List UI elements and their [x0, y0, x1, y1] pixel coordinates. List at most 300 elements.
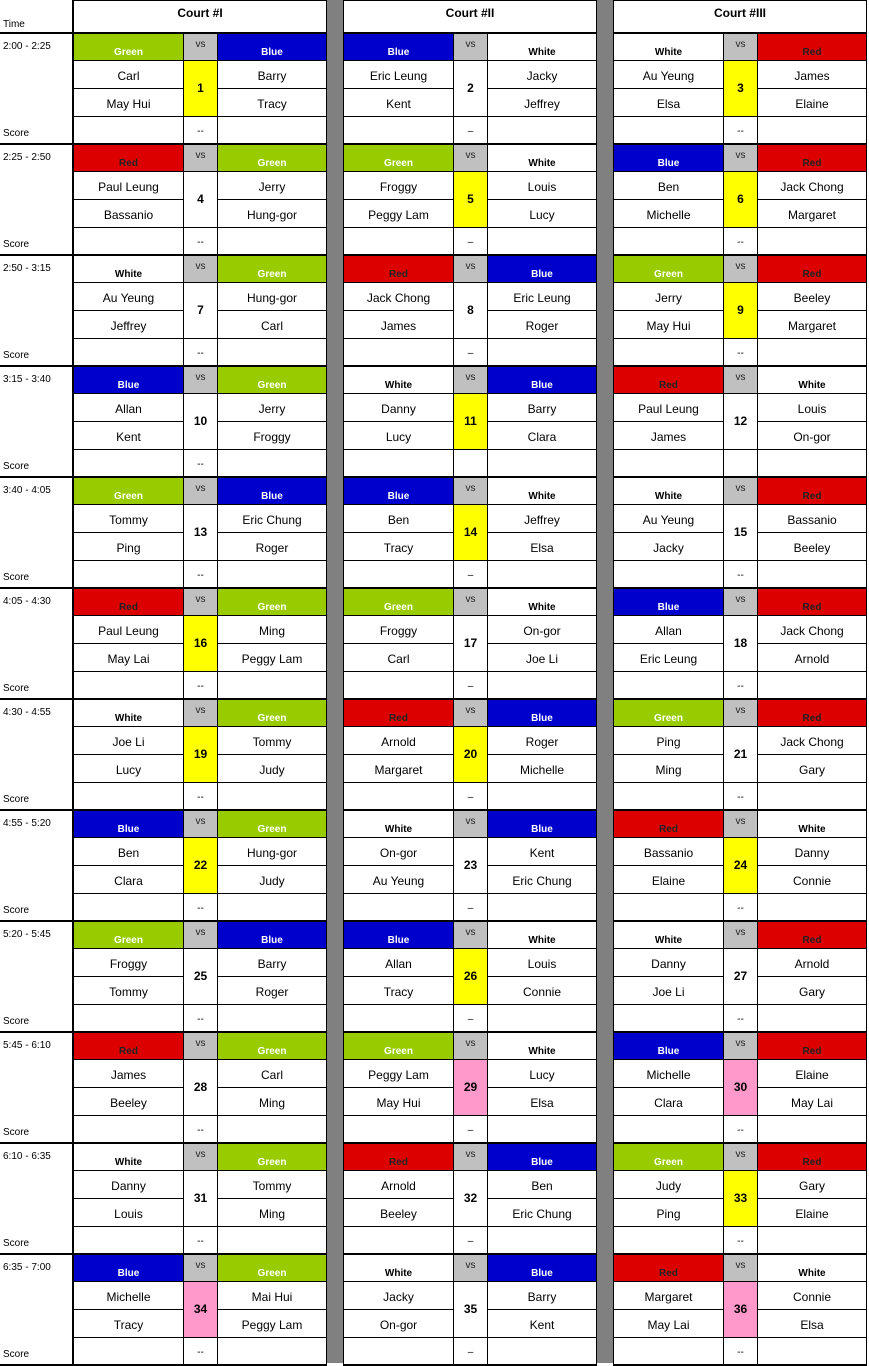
time-slot-label: 5:20 - 5:45	[3, 929, 51, 940]
player-name: Froggy	[344, 172, 454, 200]
court-title: Court #III	[613, 0, 867, 34]
vs-label: vs	[184, 1144, 217, 1171]
player-name: Jacky	[487, 61, 596, 89]
team-color-label: White	[614, 922, 724, 949]
player-name: Au Yeung	[614, 505, 724, 533]
team-color-label: Green	[344, 589, 454, 616]
score-right-cell[interactable]	[487, 894, 596, 920]
vs-label: vs	[724, 922, 757, 949]
score-row-label: Score	[3, 1016, 30, 1027]
score-right-cell[interactable]	[217, 1338, 326, 1364]
vs-label: vs	[454, 145, 487, 172]
team-color-label: Red	[344, 1144, 454, 1171]
score-separator: –	[467, 237, 474, 248]
match-number: 20	[454, 727, 487, 783]
score-row-label: Score	[3, 794, 30, 805]
score-separator: --	[737, 348, 744, 359]
player-name: Tommy	[74, 977, 184, 1005]
team-color-label: Red	[74, 1033, 184, 1060]
player-name: May Hui	[74, 89, 184, 117]
player-name: Margaret	[757, 200, 866, 228]
player-name: Peggy Lam	[344, 200, 454, 228]
team-color-label: White	[74, 256, 184, 283]
score-left-cell[interactable]	[344, 1116, 454, 1142]
vs-label: vs	[454, 700, 487, 727]
team-color-label: Green	[74, 34, 184, 61]
player-name: Connie	[757, 1282, 866, 1310]
match-block	[343, 811, 597, 922]
score-left-cell[interactable]	[614, 672, 724, 698]
score-separator: –	[467, 1236, 474, 1247]
match-block	[73, 1255, 327, 1366]
player-name: Jack Chong	[344, 283, 454, 311]
time-slot	[0, 34, 73, 145]
score-separator: –	[467, 1347, 474, 1358]
match-block	[343, 922, 597, 1033]
score-right-cell[interactable]	[217, 561, 326, 587]
vs-label: vs	[454, 1144, 487, 1171]
match-block	[343, 700, 597, 811]
player-name: Margaret	[757, 311, 866, 339]
team-color-label: White	[344, 367, 454, 394]
team-color-label: White	[757, 367, 866, 394]
score-separator: --	[737, 681, 744, 692]
score-right-cell[interactable]	[217, 1005, 326, 1031]
player-name: Joe Li	[487, 644, 596, 672]
match-block	[613, 700, 867, 811]
vs-label: vs	[184, 478, 217, 505]
player-name: Arnold	[344, 1171, 454, 1199]
player-name: Roger	[487, 311, 596, 339]
score-left-cell[interactable]	[74, 1338, 184, 1364]
score-left-cell[interactable]	[74, 783, 184, 809]
player-name: Tommy	[217, 727, 326, 755]
player-name: Hung-gor	[217, 283, 326, 311]
team-color-label: Green	[614, 700, 724, 727]
score-separator: –	[467, 348, 474, 359]
score-right-cell[interactable]	[757, 672, 866, 698]
player-name: Paul Leung	[74, 616, 184, 644]
team-color-label: White	[614, 478, 724, 505]
player-name: Lucy	[344, 422, 454, 450]
time-slot	[0, 367, 73, 478]
score-left-cell[interactable]	[614, 894, 724, 920]
team-color-label: Blue	[487, 367, 596, 394]
score-left-cell[interactable]	[74, 1116, 184, 1142]
vs-label: vs	[454, 1033, 487, 1060]
score-right-cell[interactable]	[757, 339, 866, 365]
player-name: Jeffrey	[487, 505, 596, 533]
player-name: Jeffrey	[487, 89, 596, 117]
player-name: Roger	[217, 533, 326, 561]
score-right-cell[interactable]	[757, 228, 866, 254]
score-left-cell[interactable]	[74, 1227, 184, 1253]
score-left-cell[interactable]	[614, 1338, 724, 1364]
team-color-label: Green	[217, 589, 326, 616]
match-block	[343, 478, 597, 589]
player-name: Ming	[217, 1199, 326, 1227]
team-color-label: White	[344, 1255, 454, 1282]
player-name: On-gor	[487, 616, 596, 644]
player-name: Jerry	[217, 172, 326, 200]
player-name: Froggy	[217, 422, 326, 450]
score-separator: –	[467, 126, 474, 137]
score-left-cell[interactable]	[74, 561, 184, 587]
vs-label: vs	[454, 1255, 487, 1282]
match-block	[73, 478, 327, 589]
team-color-label: Green	[217, 811, 326, 838]
player-name: Margaret	[344, 755, 454, 783]
score-left-cell[interactable]	[614, 783, 724, 809]
team-color-label: White	[74, 1144, 184, 1171]
player-name: Ming	[614, 755, 724, 783]
match-block	[613, 145, 867, 256]
time-slot	[0, 145, 73, 256]
score-left-cell[interactable]	[344, 339, 454, 365]
player-name: Carl	[344, 644, 454, 672]
player-name: Jerry	[614, 283, 724, 311]
match-block	[343, 589, 597, 700]
vs-label: vs	[184, 811, 217, 838]
time-slot	[0, 589, 73, 700]
score-right-cell[interactable]	[217, 339, 326, 365]
score-left-cell[interactable]	[344, 450, 454, 476]
player-name: Judy	[217, 755, 326, 783]
score-right-cell[interactable]	[217, 117, 326, 143]
vs-label: vs	[724, 145, 757, 172]
player-name: Jacky	[614, 533, 724, 561]
score-separator: –	[467, 903, 474, 914]
time-slot	[0, 811, 73, 922]
score-separator: --	[197, 1125, 204, 1136]
vs-label: vs	[724, 34, 757, 61]
score-row-label: Score	[3, 128, 30, 139]
player-name: Hung-gor	[217, 838, 326, 866]
player-name: Allan	[344, 949, 454, 977]
score-right-cell[interactable]	[217, 1227, 326, 1253]
player-name: Barry	[217, 61, 326, 89]
team-color-label: Blue	[217, 922, 326, 949]
team-color-label: Blue	[344, 34, 454, 61]
player-name: May Lai	[74, 644, 184, 672]
score-left-cell[interactable]	[344, 1005, 454, 1031]
score-left-cell[interactable]	[74, 1005, 184, 1031]
score-left-cell[interactable]	[614, 1005, 724, 1031]
score-separator: --	[197, 1014, 204, 1025]
score-right-cell[interactable]	[757, 1005, 866, 1031]
player-name: Elsa	[487, 1088, 596, 1116]
score-right-cell[interactable]	[487, 117, 596, 143]
score-separator	[724, 450, 757, 476]
match-number: 16	[184, 616, 217, 672]
score-left-cell[interactable]	[614, 450, 724, 476]
team-color-label: Blue	[614, 589, 724, 616]
player-name: Connie	[487, 977, 596, 1005]
score-right-cell[interactable]	[757, 894, 866, 920]
team-color-label: Blue	[74, 1255, 184, 1282]
team-color-label: Blue	[74, 811, 184, 838]
court-separator	[597, 0, 613, 1363]
player-name: Ming	[217, 616, 326, 644]
team-color-label: Red	[614, 1255, 724, 1282]
player-name: Elaine	[757, 1060, 866, 1088]
vs-label: vs	[454, 34, 487, 61]
player-name: Ben	[74, 838, 184, 866]
score-left-cell[interactable]	[614, 117, 724, 143]
match-block	[343, 1255, 597, 1366]
match-block	[613, 811, 867, 922]
score-left-cell[interactable]	[344, 894, 454, 920]
player-name: Elaine	[757, 1199, 866, 1227]
score-left-cell[interactable]	[344, 783, 454, 809]
player-name: Tommy	[74, 505, 184, 533]
score-left-cell[interactable]	[74, 672, 184, 698]
score-left-cell[interactable]	[344, 117, 454, 143]
score-right-cell[interactable]	[217, 672, 326, 698]
match-block	[343, 1033, 597, 1144]
match-block	[343, 34, 597, 145]
player-name: Louis	[757, 394, 866, 422]
score-separator: --	[737, 1125, 744, 1136]
player-name: Au Yeung	[344, 866, 454, 894]
score-row-label: Score	[3, 1238, 30, 1249]
time-slot	[0, 256, 73, 367]
score-right-cell[interactable]	[757, 1116, 866, 1142]
match-number: 21	[724, 727, 757, 783]
team-color-label: White	[757, 1255, 866, 1282]
player-name: On-gor	[344, 838, 454, 866]
player-name: Jeffrey	[74, 311, 184, 339]
team-color-label: Blue	[487, 1144, 596, 1171]
score-separator: --	[197, 237, 204, 248]
team-color-label: White	[614, 34, 724, 61]
team-color-label: Red	[757, 589, 866, 616]
player-name: May Lai	[757, 1088, 866, 1116]
vs-label: vs	[454, 478, 487, 505]
score-right-cell[interactable]	[757, 783, 866, 809]
time-slot	[0, 1033, 73, 1144]
match-block	[343, 256, 597, 367]
score-separator: --	[737, 1347, 744, 1358]
player-name: Clara	[74, 866, 184, 894]
vs-label: vs	[184, 367, 217, 394]
player-name: Tracy	[344, 977, 454, 1005]
player-name: Michelle	[487, 755, 596, 783]
vs-label: vs	[454, 589, 487, 616]
score-right-cell[interactable]	[217, 1116, 326, 1142]
score-right-cell[interactable]	[487, 672, 596, 698]
team-color-label: White	[487, 1033, 596, 1060]
score-left-cell[interactable]	[74, 339, 184, 365]
player-name: Eric Chung	[487, 866, 596, 894]
score-right-cell[interactable]	[757, 1338, 866, 1364]
team-color-label: Blue	[614, 1033, 724, 1060]
match-block	[73, 256, 327, 367]
player-name: Bassanio	[614, 838, 724, 866]
score-right-cell[interactable]	[217, 228, 326, 254]
score-right-cell[interactable]	[487, 339, 596, 365]
player-name: Au Yeung	[74, 283, 184, 311]
team-color-label: Blue	[487, 256, 596, 283]
score-right-cell[interactable]	[487, 783, 596, 809]
player-name: Mai Hui	[217, 1282, 326, 1310]
team-color-label: White	[487, 145, 596, 172]
time-slot-label: 3:15 - 3:40	[3, 374, 51, 385]
player-name: On-gor	[757, 422, 866, 450]
score-separator: --	[197, 126, 204, 137]
player-name: Elaine	[757, 89, 866, 117]
vs-label: vs	[724, 589, 757, 616]
score-left-cell[interactable]	[614, 339, 724, 365]
court-separator	[327, 0, 343, 1363]
match-block	[613, 922, 867, 1033]
score-right-cell[interactable]	[487, 228, 596, 254]
player-name: Judy	[614, 1171, 724, 1199]
score-left-cell[interactable]	[74, 228, 184, 254]
player-name: Froggy	[74, 949, 184, 977]
player-name: Eric Chung	[487, 1199, 596, 1227]
vs-label: vs	[724, 811, 757, 838]
match-number: 10	[184, 394, 217, 450]
team-color-label: Red	[757, 700, 866, 727]
score-left-cell[interactable]	[614, 228, 724, 254]
vs-label: vs	[184, 589, 217, 616]
player-name: Eric Leung	[487, 283, 596, 311]
score-left-cell[interactable]	[344, 228, 454, 254]
player-name: Arnold	[757, 949, 866, 977]
match-block	[613, 1144, 867, 1255]
time-slot	[0, 478, 73, 589]
player-name: Michelle	[614, 1060, 724, 1088]
score-right-cell[interactable]	[217, 450, 326, 476]
score-right-cell[interactable]	[757, 1227, 866, 1253]
time-slot	[0, 922, 73, 1033]
score-left-cell[interactable]	[344, 672, 454, 698]
player-name: James	[344, 311, 454, 339]
match-number: 32	[454, 1171, 487, 1227]
player-name: Jack Chong	[757, 727, 866, 755]
team-color-label: Blue	[487, 700, 596, 727]
team-color-label: Green	[614, 1144, 724, 1171]
time-slot-label: 5:45 - 6:10	[3, 1040, 51, 1051]
vs-label: vs	[184, 1033, 217, 1060]
player-name: Bassanio	[74, 200, 184, 228]
match-number: 36	[724, 1282, 757, 1338]
score-left-cell[interactable]	[614, 561, 724, 587]
player-name: Peggy Lam	[217, 1310, 326, 1338]
player-name: Ben	[487, 1171, 596, 1199]
player-name: Carl	[217, 1060, 326, 1088]
score-right-cell[interactable]	[487, 450, 596, 476]
score-left-cell[interactable]	[614, 1116, 724, 1142]
player-name: Arnold	[757, 644, 866, 672]
score-right-cell[interactable]	[757, 117, 866, 143]
match-block	[73, 1144, 327, 1255]
player-name: Louis	[487, 172, 596, 200]
player-name: Beeley	[757, 283, 866, 311]
score-left-cell[interactable]	[74, 894, 184, 920]
score-row-label: Score	[3, 239, 30, 250]
match-number: 3	[724, 61, 757, 117]
time-slot-label: 6:35 - 7:00	[3, 1262, 51, 1273]
player-name: Allan	[614, 616, 724, 644]
player-name: James	[74, 1060, 184, 1088]
player-name: Kent	[344, 89, 454, 117]
player-name: Jerry	[217, 394, 326, 422]
player-name: Gary	[757, 1171, 866, 1199]
time-slot-label: 6:10 - 6:35	[3, 1151, 51, 1162]
team-color-label: Blue	[344, 922, 454, 949]
score-separator: --	[737, 1014, 744, 1025]
score-right-cell[interactable]	[217, 783, 326, 809]
time-slot-label: 2:50 - 3:15	[3, 263, 51, 274]
vs-label: vs	[184, 256, 217, 283]
time-header-label: Time	[3, 19, 25, 30]
court-title: Court #II	[343, 0, 597, 34]
player-name: Jacky	[344, 1282, 454, 1310]
score-right-cell[interactable]	[487, 1338, 596, 1364]
player-name: Ping	[614, 727, 724, 755]
score-left-cell[interactable]	[344, 1227, 454, 1253]
player-name: Danny	[757, 838, 866, 866]
score-right-cell[interactable]	[217, 894, 326, 920]
match-block	[613, 478, 867, 589]
score-right-cell[interactable]	[487, 561, 596, 587]
match-number: 12	[724, 394, 757, 450]
score-right-cell[interactable]	[487, 1116, 596, 1142]
time-slot-label: 2:00 - 2:25	[3, 41, 51, 52]
player-name: Tracy	[217, 89, 326, 117]
team-color-label: Red	[74, 145, 184, 172]
player-name: Roger	[487, 727, 596, 755]
score-separator: --	[197, 681, 204, 692]
player-name: May Lai	[614, 1310, 724, 1338]
player-name: Tracy	[344, 533, 454, 561]
player-name: Danny	[74, 1171, 184, 1199]
score-right-cell[interactable]	[757, 450, 866, 476]
score-right-cell[interactable]	[757, 561, 866, 587]
score-left-cell[interactable]	[344, 1338, 454, 1364]
court-column	[343, 0, 597, 1363]
match-number: 14	[454, 505, 487, 561]
score-right-cell[interactable]	[487, 1005, 596, 1031]
player-name: Peggy Lam	[217, 644, 326, 672]
match-number: 29	[454, 1060, 487, 1116]
match-block	[73, 367, 327, 478]
player-name: Elsa	[614, 89, 724, 117]
score-left-cell[interactable]	[74, 117, 184, 143]
team-color-label: White	[757, 811, 866, 838]
team-color-label: Red	[757, 256, 866, 283]
score-left-cell[interactable]	[344, 561, 454, 587]
match-number: 30	[724, 1060, 757, 1116]
match-block	[343, 1144, 597, 1255]
score-right-cell[interactable]	[487, 1227, 596, 1253]
player-name: Beeley	[344, 1199, 454, 1227]
team-color-label: Blue	[217, 34, 326, 61]
score-left-cell[interactable]	[614, 1227, 724, 1253]
player-name: Jack Chong	[757, 616, 866, 644]
player-name: Paul Leung	[74, 172, 184, 200]
player-name: Barry	[217, 949, 326, 977]
score-left-cell[interactable]	[74, 450, 184, 476]
player-name: Elsa	[487, 533, 596, 561]
player-name: On-gor	[344, 1310, 454, 1338]
player-name: Lucy	[487, 200, 596, 228]
player-name: Margaret	[614, 1282, 724, 1310]
player-name: Barry	[487, 394, 596, 422]
time-slot-label: 3:40 - 4:05	[3, 485, 51, 496]
